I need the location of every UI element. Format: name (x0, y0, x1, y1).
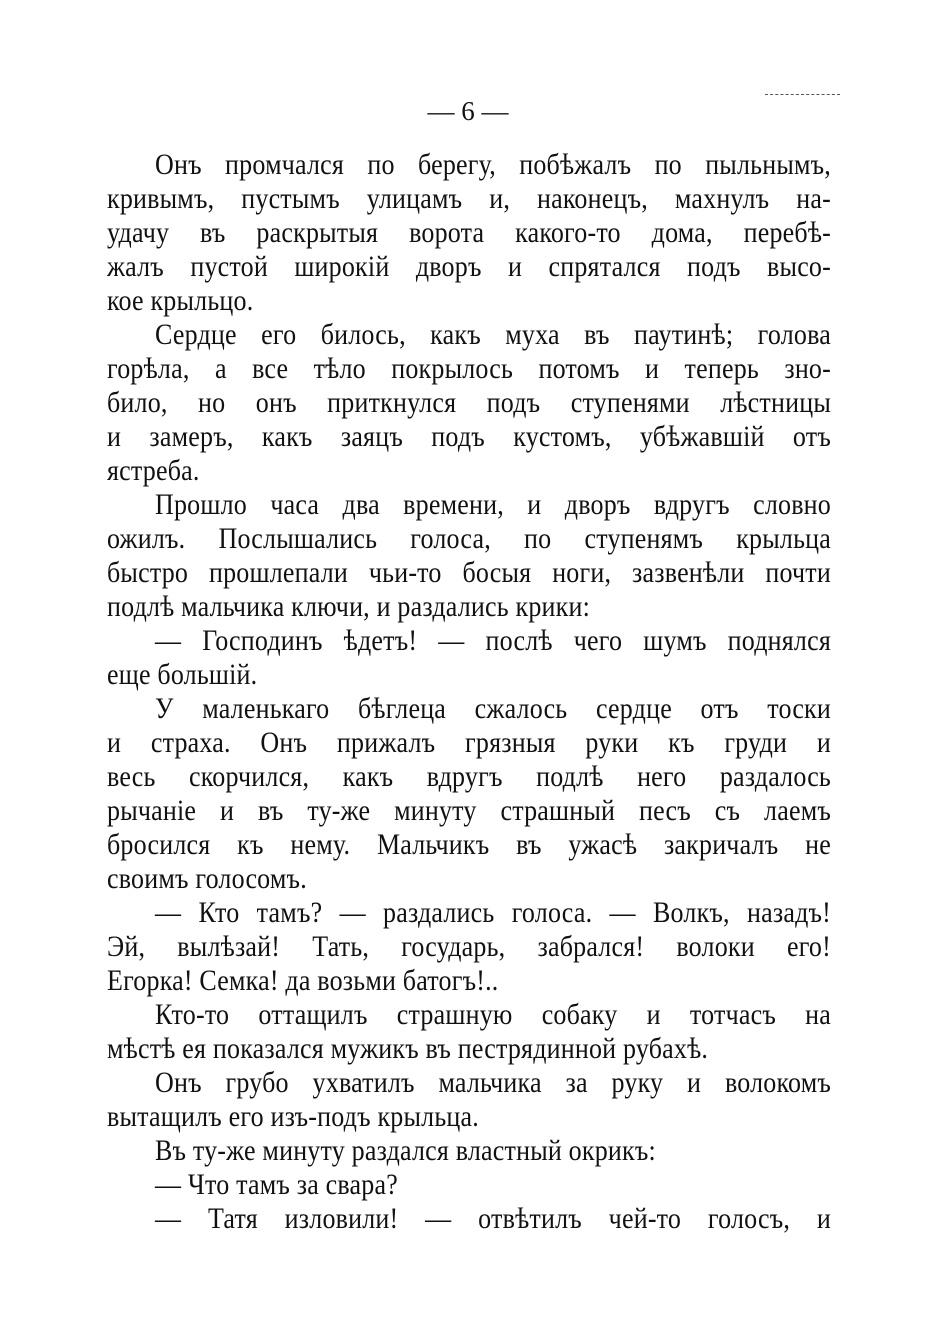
text-line: жалъ пустой широкій дворъ и спрятался подъ высо- (107, 250, 831, 283)
text-line: и замеръ, какъ заяцъ подъ кустомъ, убѣжавшій отъ (107, 420, 831, 453)
text-line: Прошло часа два времени, и дворъ вдругъ словно (155, 488, 831, 521)
text-line: мѣстѣ ея показался мужикъ въ пестрядинной рубахѣ. (107, 1032, 709, 1065)
text-line: вытащилъ его изъ-подъ крыльца. (107, 1100, 479, 1133)
text-line: Онъ промчался по берегу, побѣжалъ по пыльнымъ, (155, 148, 831, 181)
text-line: ожилъ. Послышались голоса, по ступенямъ крыльца (107, 522, 831, 555)
text-line: и страха. Онъ прижалъ грязныя руки къ груди и (107, 726, 831, 759)
text-line: кое крыльцо. (107, 284, 254, 317)
text-line: подлѣ мальчика ключи, и раздались крики: (107, 590, 591, 623)
page-number: — 6 — (427, 96, 509, 126)
text-line: Кто-то оттащилъ страшную собаку и тотчасъ на (155, 998, 831, 1031)
text-line: Эй, вылѣзай! Тать, государь, забрался! волоки его! (107, 930, 831, 963)
text-line: Егорка! Семка! да возьми батогъ!.. (107, 964, 499, 997)
text-line: Сердце его билось, какъ муха въ паутинѣ; голова (155, 318, 831, 351)
text-line: — Татя изловили! — отвѣтилъ чей-то голосъ, и (155, 1202, 831, 1235)
text-line: весь скорчился, какъ вдругъ подлѣ него раздалось (107, 760, 831, 793)
text-line: горѣла, а все тѣло покрылось потомъ и теперь зно- (107, 352, 831, 385)
text-line: кривымъ, пустымъ улицамъ и, наконецъ, махнулъ на- (107, 182, 831, 215)
text-line: ястреба. (107, 454, 200, 487)
text-line: еще большій. (107, 658, 258, 691)
text-line: У маленькаго бѣглеца сжалось сердце отъ тоски (155, 692, 831, 725)
text-line: Онъ грубо ухватилъ мальчика за руку и волокомъ (155, 1066, 831, 1099)
text-line: — Что тамъ за свара? (155, 1168, 398, 1201)
text-line: удачу въ раскрытыя ворота какого-то дома, перебѣ- (107, 216, 831, 249)
text-line: быстро прошлепали чьи-то босыя ноги, зазвенѣли почти (107, 556, 831, 589)
text-line: било, но онъ приткнулся подъ ступенями лѣстницы (107, 386, 831, 419)
text-line: — Господинъ ѣдетъ! — послѣ чего шумъ поднялся (155, 624, 831, 657)
text-line: своимъ голосомъ. (107, 862, 307, 895)
header-rule (765, 94, 840, 95)
text-line: Въ ту-же минуту раздался властный окрикъ: (155, 1134, 656, 1167)
text-line: рычаніе и въ ту-же минуту страшный песъ съ лаемъ (107, 794, 831, 827)
text-line: — Кто тамъ? — раздались голоса. — Волкъ, назадъ! (155, 896, 831, 929)
body-text (107, 148, 831, 1236)
text-line: бросился къ нему. Мальчикъ въ ужасѣ закричалъ не (107, 828, 831, 861)
